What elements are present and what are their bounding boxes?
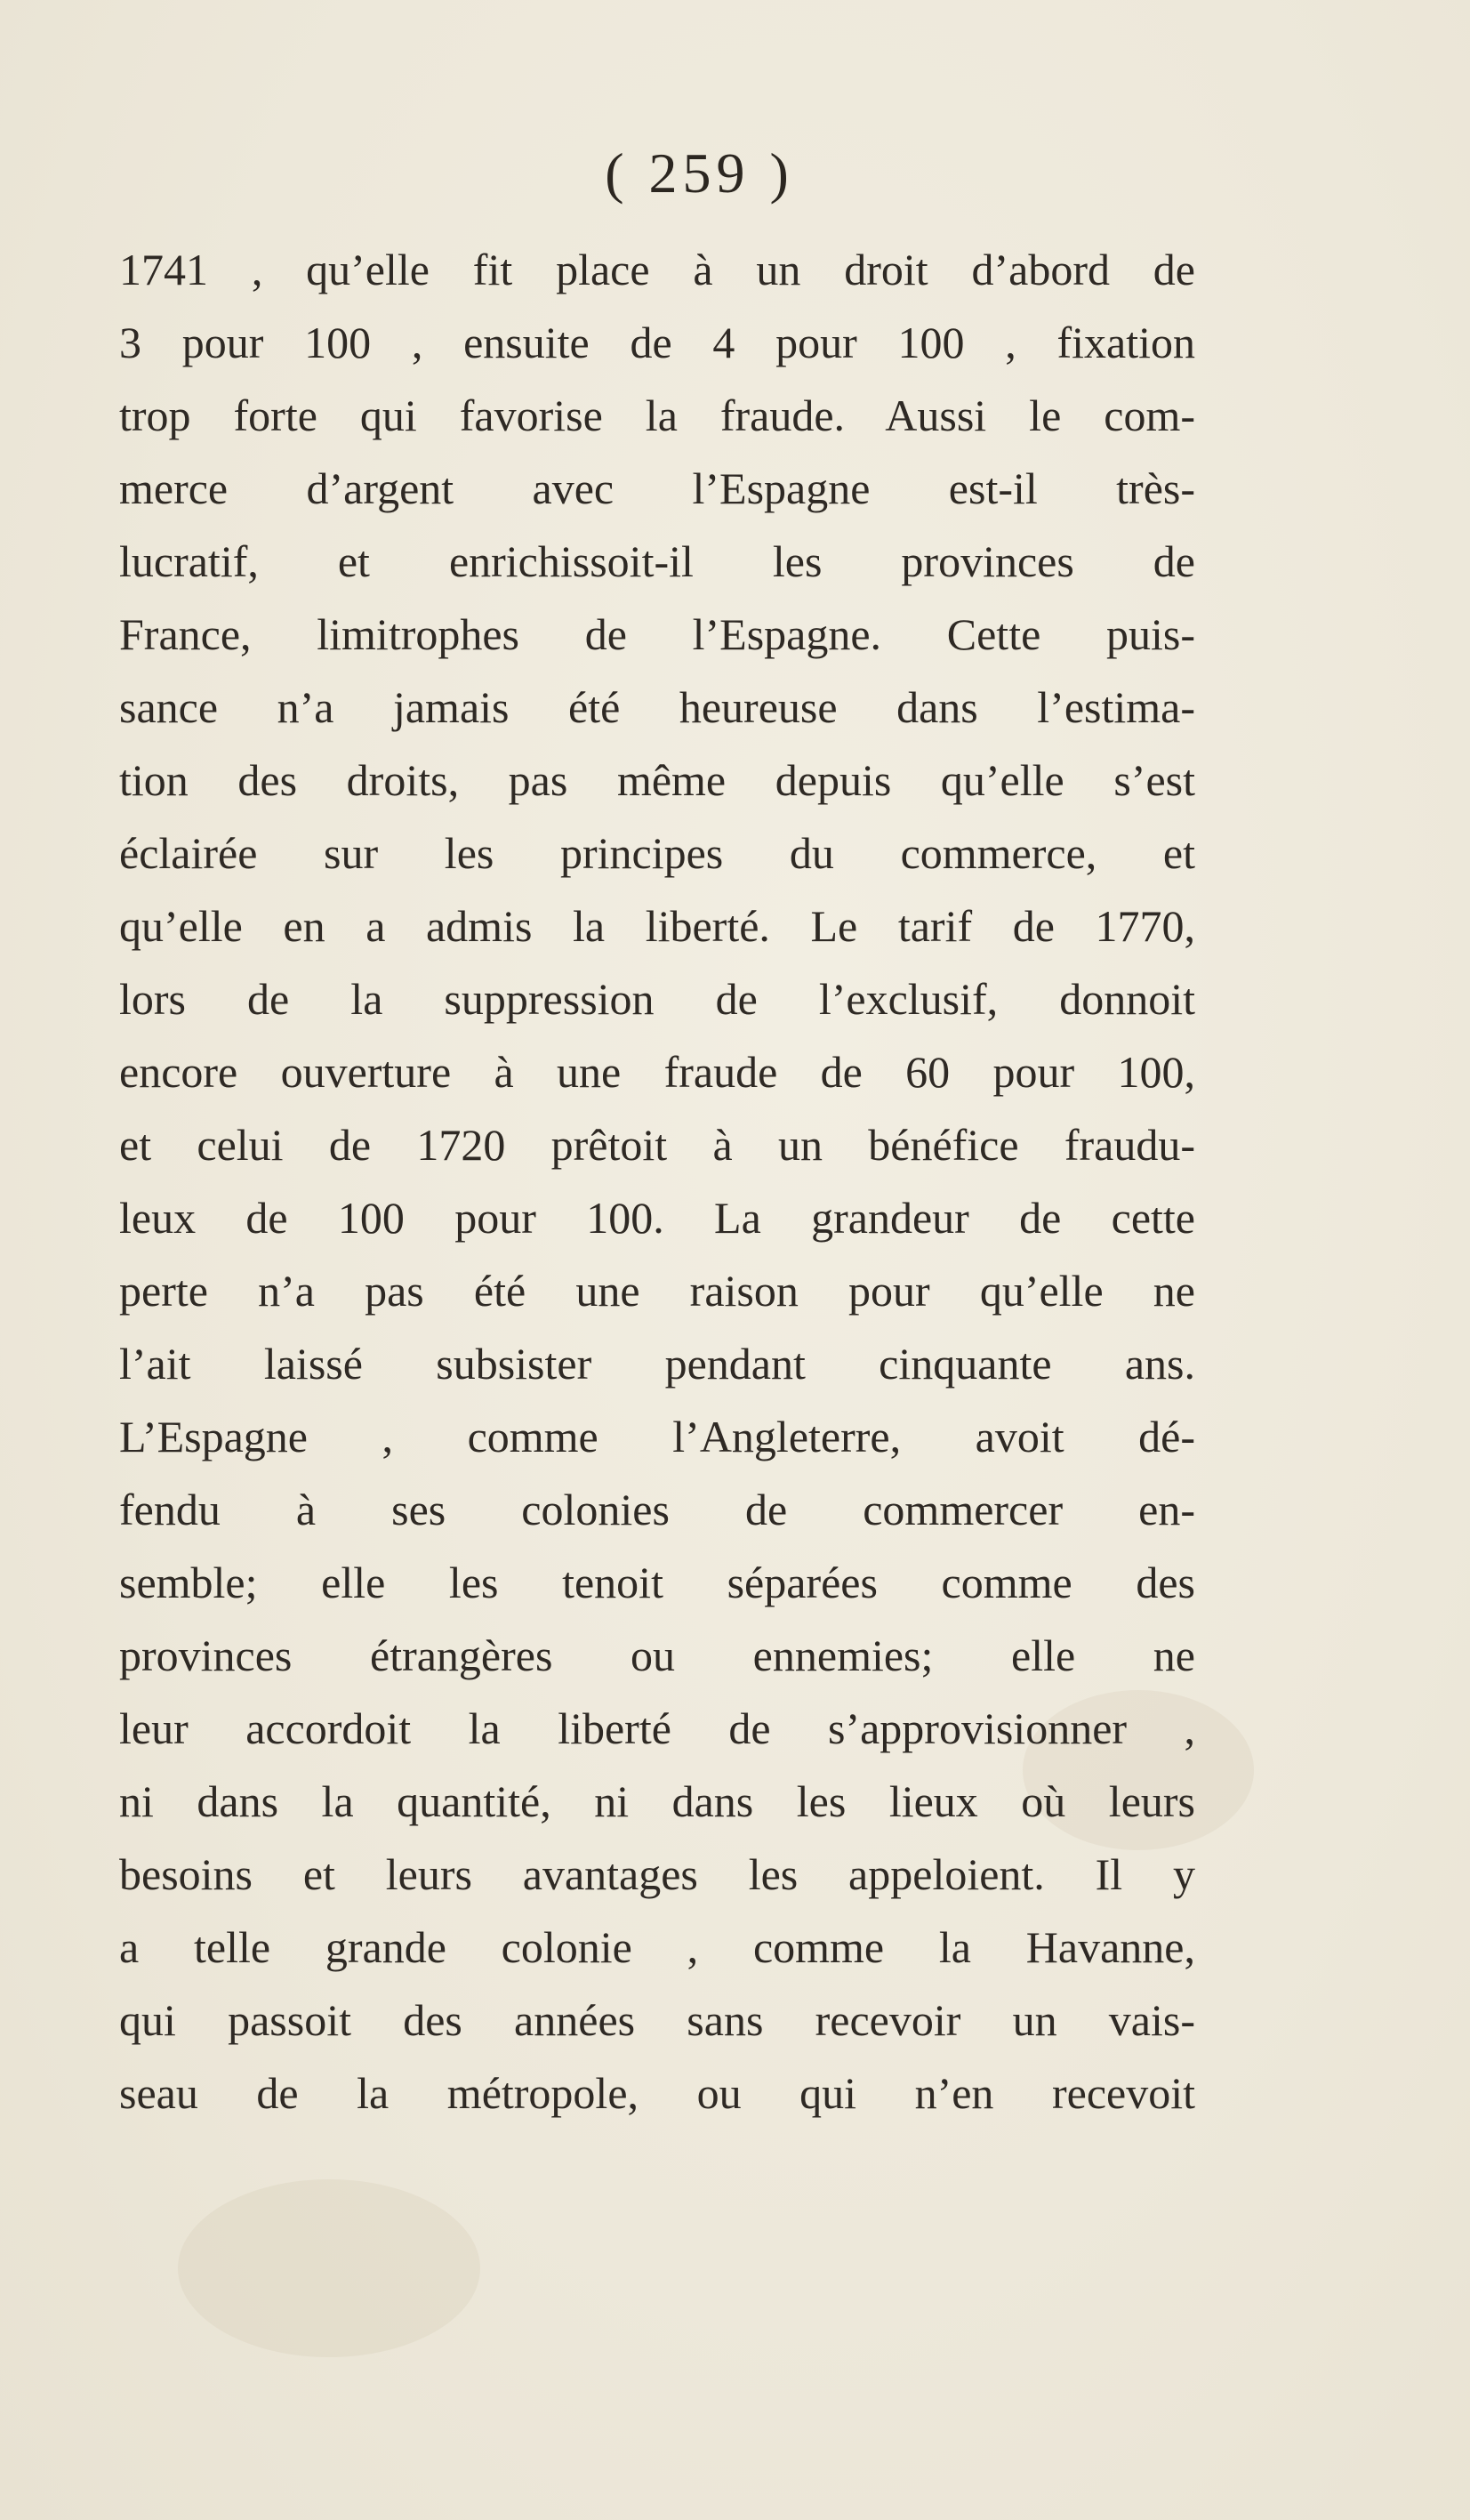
text-line: provinces étrangères ou ennemies; elle ne	[119, 1630, 1195, 1680]
body-text	[119, 233, 1195, 2130]
page-number: ( 259 )	[605, 141, 794, 205]
text-line: qui passoit des années sans recevoir un vais-	[119, 1995, 1195, 2045]
text-line: 1741 , qu’elle fit place à un droit d’abord de	[119, 245, 1195, 294]
text-line: lucratif, et enrichissoit-il les provinces de	[119, 536, 1195, 586]
paper-stain	[178, 2179, 480, 2357]
text-line: ni dans la quantité, ni dans les lieux où leurs	[119, 1776, 1195, 1826]
text-line: éclairée sur les principes du commerce, et	[119, 828, 1195, 878]
text-line: L’Espagne , comme l’Angleterre, avoit dé-	[119, 1412, 1195, 1461]
text-line: trop forte qui favorise la fraude. Aussi le com-	[119, 390, 1195, 440]
text-line: et celui de 1720 prêtoit à un bénéfice fraudu-	[119, 1120, 1195, 1170]
text-line: 3 pour 100 , ensuite de 4 pour 100 , fixation	[119, 318, 1195, 367]
text-line: France, limitrophes de l’Espagne. Cette puis-	[119, 609, 1195, 659]
text-line: sance n’a jamais été heureuse dans l’estima-	[119, 682, 1195, 732]
text-line: perte n’a pas été une raison pour qu’elle ne	[119, 1266, 1195, 1316]
text-line: l’ait laissé subsister pendant cinquante ans.	[119, 1339, 1195, 1389]
text-line: a telle grande colonie , comme la Havanne,	[119, 1922, 1195, 1972]
text-line: fendu à ses colonies de commercer en-	[119, 1485, 1195, 1534]
text-line: encore ouverture à une fraude de 60 pour 100,	[119, 1047, 1195, 1097]
text-line: semble; elle les tenoit séparées comme des	[119, 1558, 1195, 1607]
text-line: besoins et leurs avantages les appeloient. Il y	[119, 1849, 1195, 1899]
text-line: seau de la métropole, ou qui n’en recevoit	[119, 2068, 1195, 2118]
text-line: merce d’argent avec l’Espagne est-il très-	[119, 463, 1195, 513]
text-line: leur accordoit la liberté de s’approvisionner ,	[119, 1703, 1195, 1753]
text-line: qu’elle en a admis la liberté. Le tarif de 1770,	[119, 901, 1195, 951]
text-line: tion des droits, pas même depuis qu’elle s’est	[119, 755, 1195, 805]
text-line: leux de 100 pour 100. La grandeur de cette	[119, 1193, 1195, 1243]
text-line: lors de la suppression de l’exclusif, donnoit	[119, 974, 1195, 1024]
